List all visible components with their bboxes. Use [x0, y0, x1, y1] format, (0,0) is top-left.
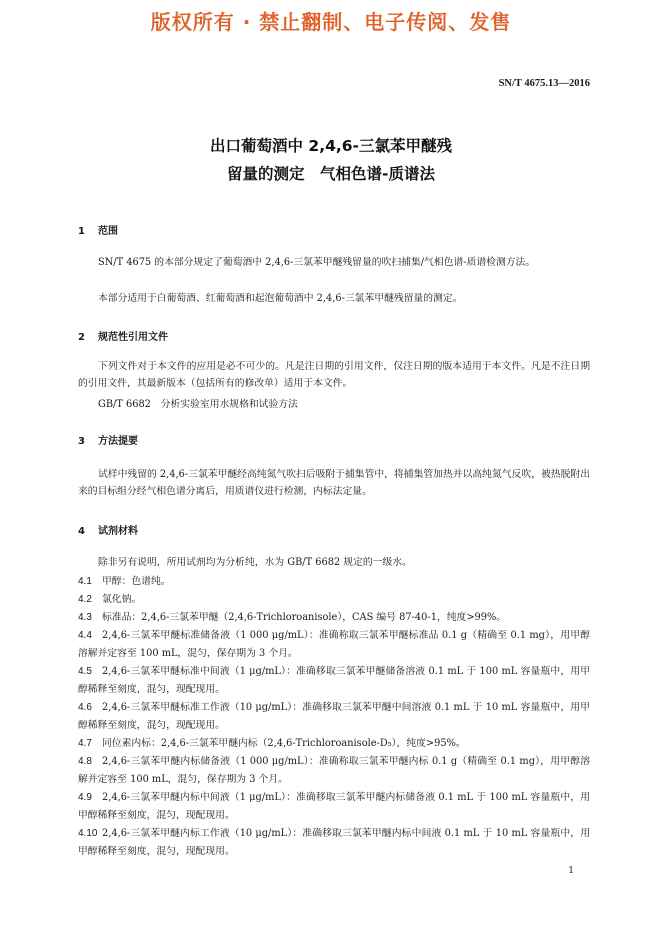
section-title: 规范性引用文件 [98, 332, 168, 343]
item-number: 4.10 [78, 828, 98, 839]
paragraph-references: 下列文件对于本文件的应用是必不可少的。凡是注日期的引用文件，仅注日期的版本适用于本文件。凡是不注日期的引用文件，其最新版本（包括所有的修改单）适用于本文件。 [78, 361, 590, 389]
list-item [78, 573, 590, 591]
section-heading-reagents [78, 522, 138, 537]
item-text: 2,4,6-三氯苯甲醚标准储备液（1 000 μg/mL）：准确称取三氯苯甲醚标准品 0.1 g（精确至 0.1 mg），用甲醇溶解并定容至 100 mL，混匀，保存期为 3 个月。 [78, 630, 590, 659]
item-text: 2,4,6-三氯苯甲醚内标工作液（10 μg/mL）：准确移取三氯苯甲醚内标中间液 0.1 mL 于 10 mL 容量瓶中，用甲醇稀释至刻度，混匀，现配现用。 [78, 828, 590, 857]
section-number: 4 [78, 526, 85, 537]
list-item [78, 789, 590, 824]
item-number: 4.9 [78, 792, 92, 803]
list-item [78, 609, 590, 627]
section-heading-normative-references [78, 328, 168, 343]
item-number: 4.8 [78, 756, 92, 767]
item-number: 4.2 [78, 594, 92, 605]
item-number: 4.1 [78, 576, 92, 587]
item-number: 4.4 [78, 630, 92, 641]
section-number: 3 [78, 436, 85, 447]
item-text: 甲醇：色谱纯。 [102, 576, 171, 587]
section-title: 方法提要 [98, 436, 138, 447]
item-number: 4.6 [78, 702, 92, 713]
reference-gb-t-6682: GB/T 6682 分析实验室用水规格和试验方法 [98, 399, 298, 410]
section-heading-scope [78, 222, 118, 237]
item-text: 2,4,6-三氯苯甲醚标准工作液（10 μg/mL）：准确移取三氯苯甲醚中间溶液 0.1 mL 于 10 mL 容量瓶中，用甲醇稀释至刻度，混匀，现配现用。 [78, 702, 590, 731]
item-text: 2,4,6-三氯苯甲醚内标储备液（1 000 μg/mL）：准确称取三氯苯甲醚内标 0.1 g（精确至 0.1 mg），用甲醇溶解并定容至 100 mL，混匀，保存期为 3 个月。 [78, 756, 590, 785]
list-item [78, 699, 590, 734]
document-title-line-2: 留量的测定 气相色谱-质谱法 [227, 165, 435, 183]
item-text: 同位素内标：2,4,6-三氯苯甲醚内标（2,4,6-Trichloroanisole-D₅），纯度>95%。 [102, 738, 466, 749]
section-number: 1 [78, 226, 85, 237]
list-item [78, 627, 590, 662]
section-title: 试剂材料 [98, 526, 138, 537]
item-text: 氯化钠。 [102, 594, 142, 605]
list-item [78, 825, 590, 860]
standard-number: SN/T 4675.13—2016 [498, 78, 590, 89]
list-item [78, 663, 590, 698]
item-text: 标准品：2,4,6-三氯苯甲醚（2,4,6-Trichloroanisole），CAS 编号 87-40-1，纯度>99%。 [102, 612, 507, 623]
item-number: 4.7 [78, 738, 92, 749]
list-item [78, 591, 590, 609]
page-number: 1 [568, 866, 574, 876]
paragraph-reagent-intro: 除非另有说明，所用试剂均为分析纯，水为 GB/T 6682 规定的一级水。 [98, 557, 412, 568]
section-number: 2 [78, 332, 85, 343]
list-item [78, 735, 590, 753]
item-number: 4.5 [78, 666, 92, 677]
section-heading-principle [78, 432, 138, 447]
paragraph-principle: 试样中残留的 2,4,6-三氯苯甲醚经高纯氮气吹扫后吸附于捕集管中，将捕集管加热并以高纯氮气反吹，被热脱附出来的目标组分经气相色谱分离后，用质谱仪进行检测，内标法定量。 [78, 469, 590, 497]
watermark: 版权所有 · 禁止翻制、电子传阅、发售 [150, 10, 512, 34]
item-number: 4.3 [78, 612, 92, 623]
item-text: 2,4,6-三氯苯甲醚内标中间液（1 μg/mL）：准确移取三氯苯甲醚内标储备液 0.1 mL 于 100 mL 容量瓶中，用甲醇稀释至刻度，混匀，现配现用。 [78, 792, 590, 821]
paragraph-scope-1: SN/T 4675 的本部分规定了葡萄酒中 2,4,6-三氯苯甲醚残留量的吹扫捕集/气相色谱-质谱检测方法。 [98, 257, 536, 268]
item-text: 2,4,6-三氯苯甲醚标准中间液（1 μg/mL）：准确移取三氯苯甲醚储备溶液 0.1 mL 于 100 mL 容量瓶中，用甲醇稀释至刻度，混匀，现配现用。 [78, 666, 590, 695]
paragraph-scope-2: 本部分适用于白葡萄酒、红葡萄酒和起泡葡萄酒中 2,4,6-三氯苯甲醚残留量的测定。 [98, 293, 463, 304]
list-item [78, 753, 590, 788]
document-title-line-1: 出口葡萄酒中 2,4,6-三氯苯甲醚残 [210, 137, 452, 155]
section-title: 范围 [98, 226, 118, 237]
